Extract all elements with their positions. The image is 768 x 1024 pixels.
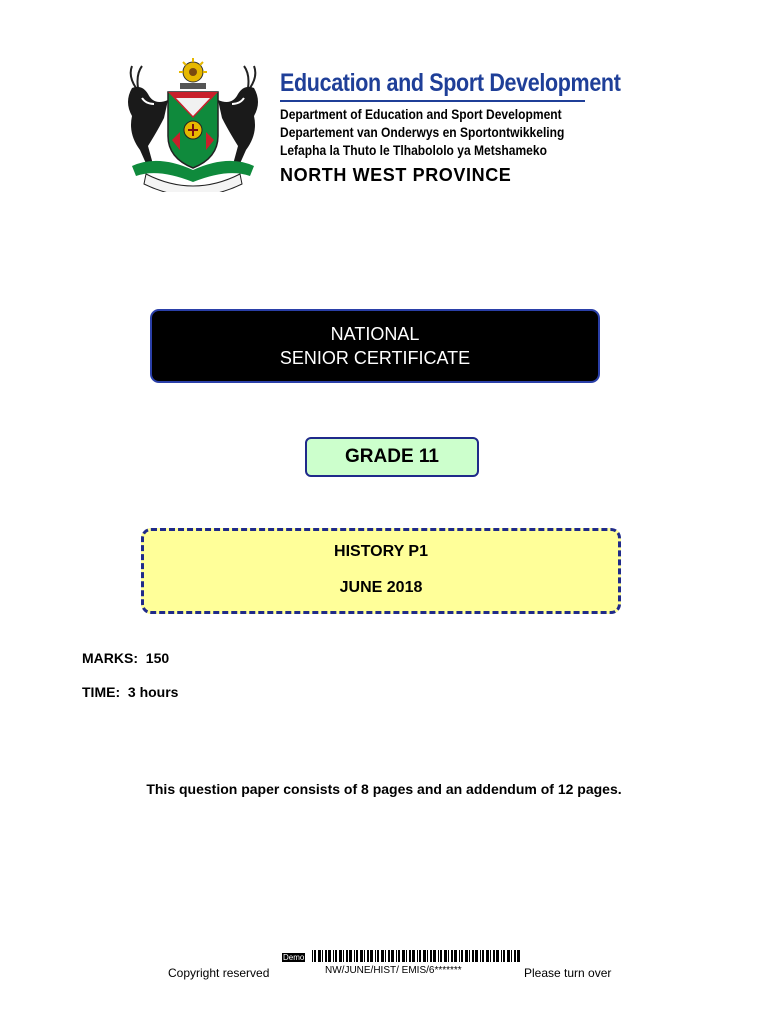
subject-panel [141,528,621,614]
department-title-underline [280,100,585,102]
paper-code: NW/JUNE/HIST/ EMIS/6******* [325,965,462,976]
page-count-statement: This question paper consists of 8 pages and an addendum of 12 pages. [146,781,622,797]
department-name-setswana: Lefapha la Thuto le Tlhabololo ya Metshameko [280,142,547,158]
time-label: TIME: [82,684,121,700]
turn-over-notice: Please turn over [524,966,612,980]
certificate-banner [150,309,600,383]
grade-label: GRADE 11 [305,437,479,477]
department-name-afrikaans: Departement van Onderwys en Sportontwikkeling [280,124,565,140]
department-heading [280,68,621,186]
barcode-icon [282,950,524,962]
barcode-demo-tag: Demo [283,953,305,962]
department-title: Education and Sport Development [280,69,621,97]
marks-info [82,650,169,666]
time-info [82,684,178,700]
certificate-line-1: NATIONAL [330,324,420,344]
exam-date: JUNE 2018 [339,579,423,596]
department-name-english: Department of Education and Sport Development [280,106,562,122]
north-west-coat-of-arms-icon [118,58,268,192]
copyright-notice: Copyright reserved [168,966,270,980]
certificate-line-2: SENIOR CERTIFICATE [279,348,471,368]
subject-name: HISTORY P1 [334,543,428,560]
province-name: NORTH WEST PROVINCE [280,165,512,185]
marks-label: MARKS: [82,650,138,666]
marks-value: 150 [145,650,170,666]
time-value: 3 hours [127,684,179,700]
